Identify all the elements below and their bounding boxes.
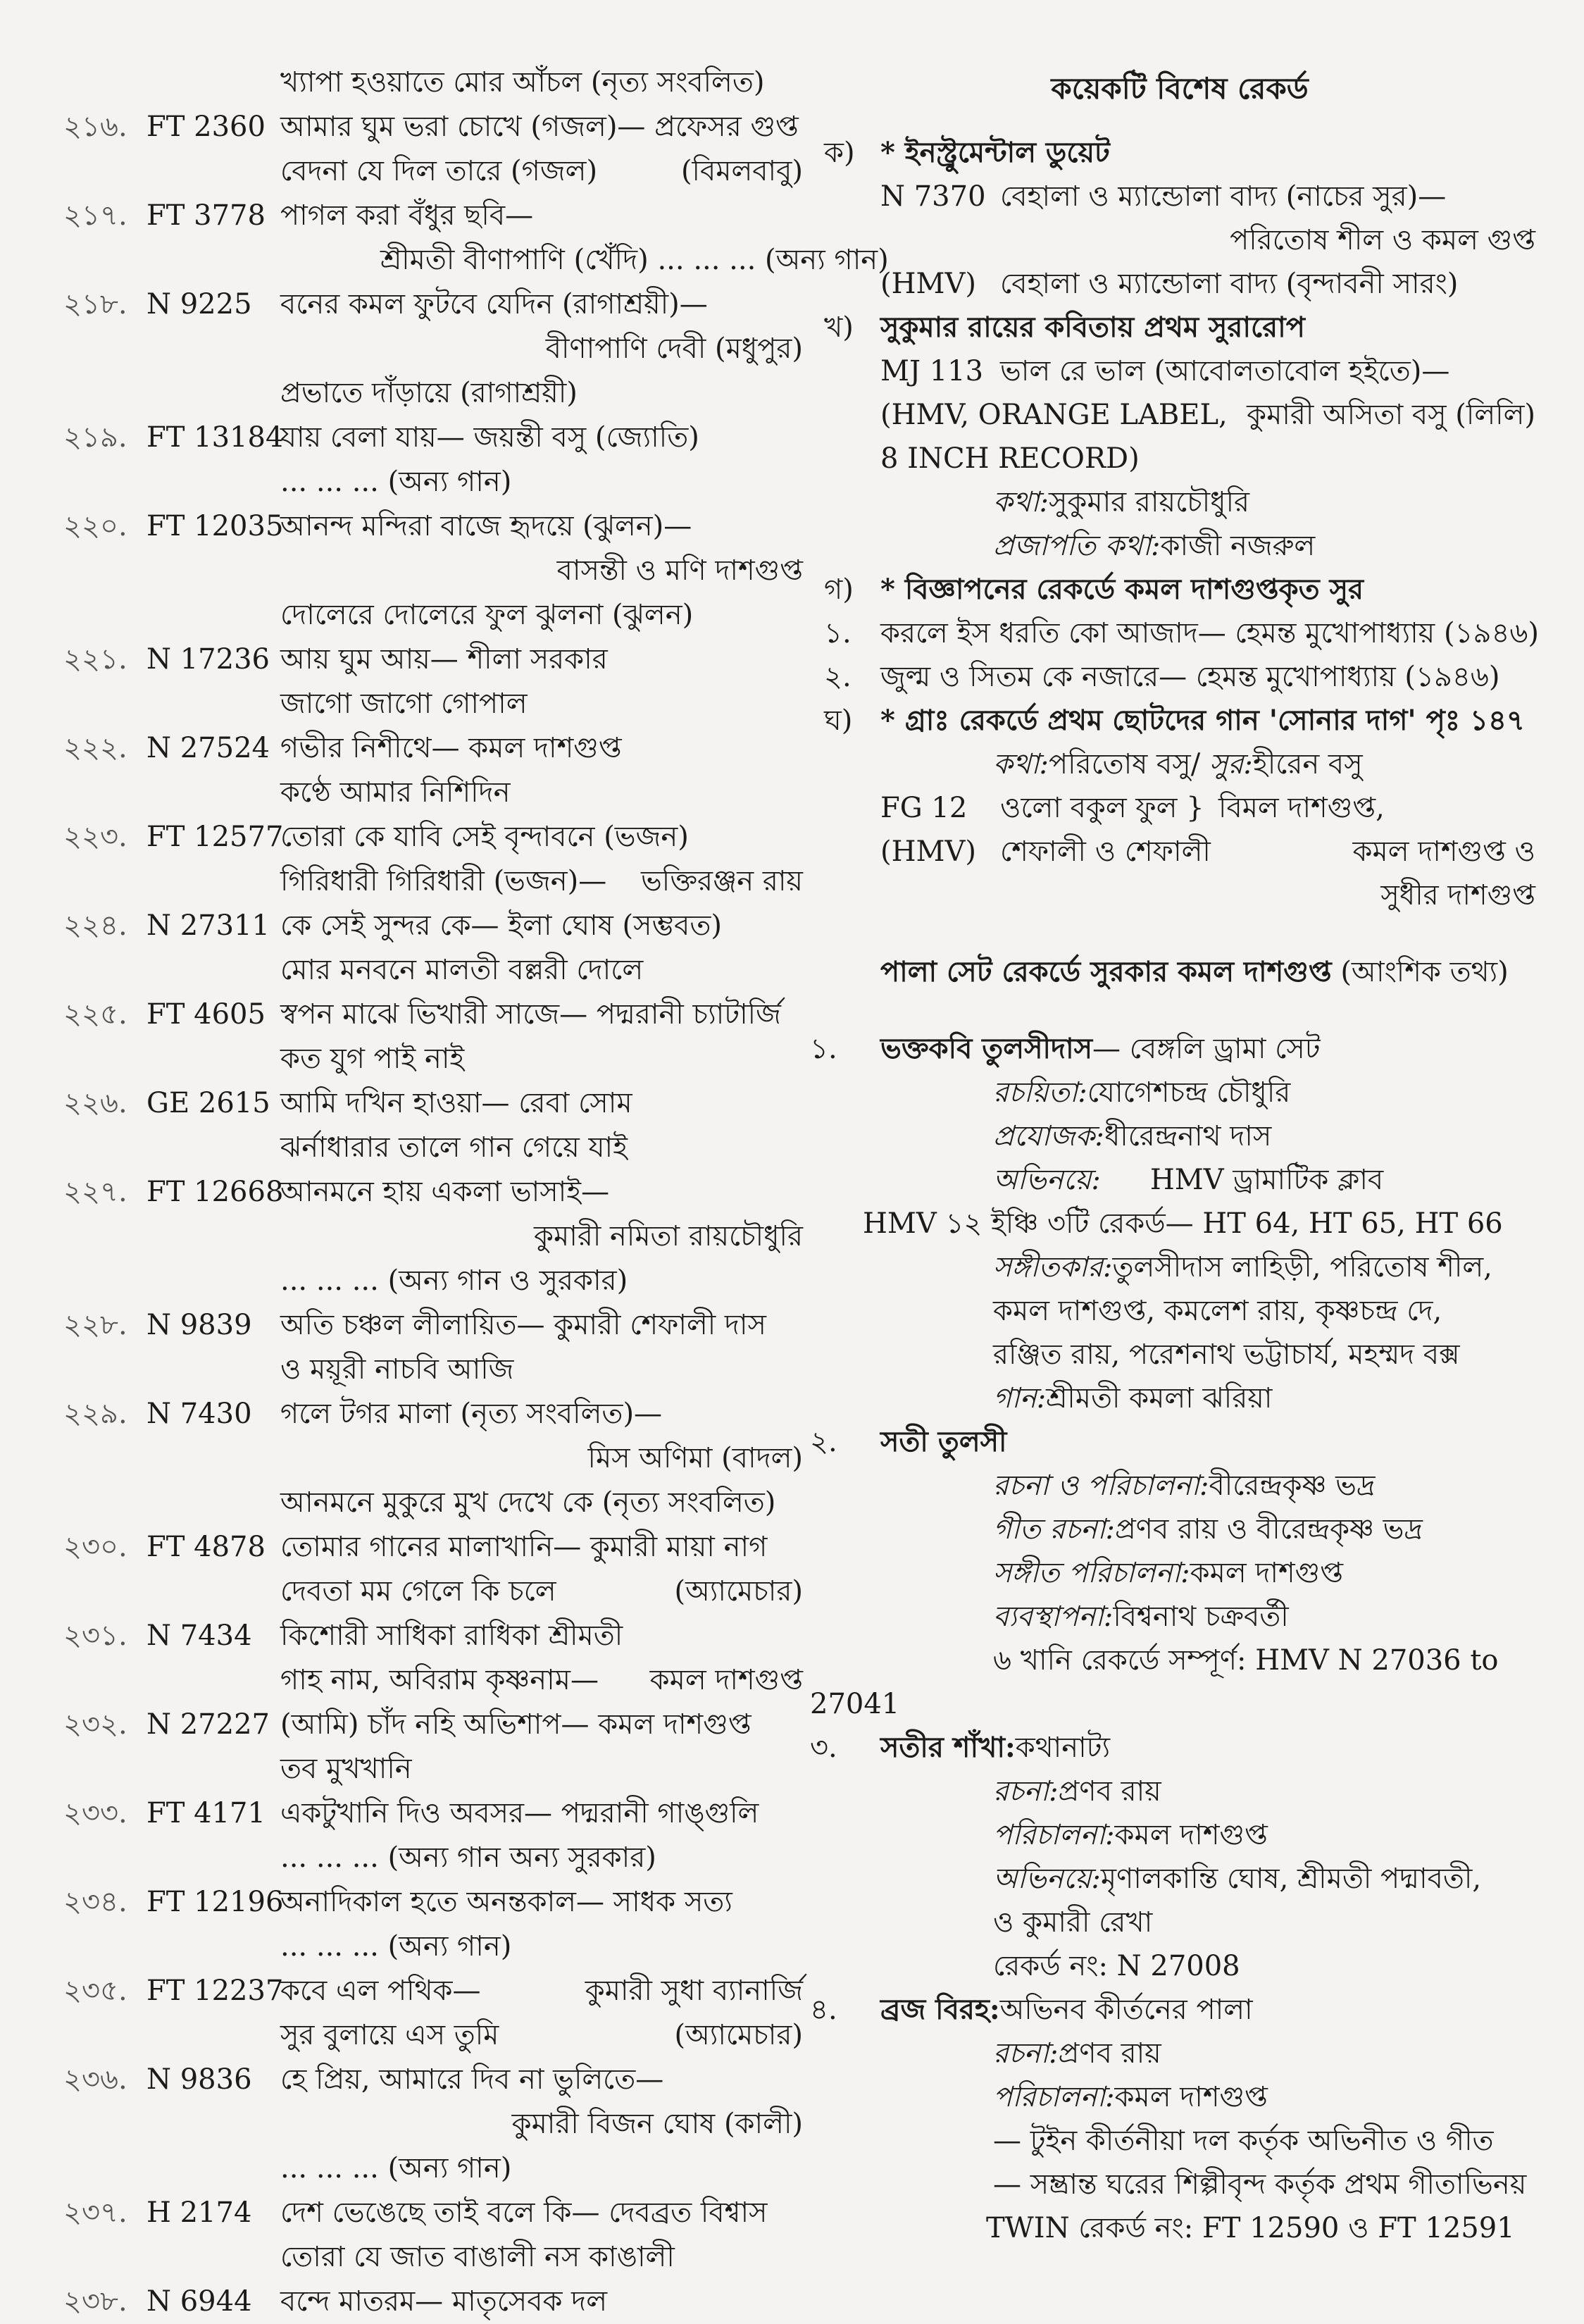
kh-line-4: কথা:সুকুমার রায়চৌধুরি (993, 486, 1250, 518)
song-text: আমার ঘুম ভরা চোখে (গজল)— প্রফেসর গুপ্ত (280, 111, 799, 143)
pala-4-note-2: — সম্ভ্রান্ত ঘরের শিল্পীবৃন্দ কর্তৃক প্রথম গীতাভিনয় (993, 2168, 1527, 2201)
record-code: FT 2360 (146, 111, 266, 143)
record-code: GE 2615 (146, 1087, 270, 1119)
record-entry (63, 194, 803, 238)
pala-3-title: ৩. সতীর শাঁখা:কথানাট্য (810, 1731, 1111, 1764)
entry-number: ২৩৬. (63, 2063, 127, 2096)
song-text: কবে এল পথিক— (280, 1975, 481, 2007)
record-entry (63, 904, 803, 948)
song-text: গলে টগর মালা (নৃত্য সংবলিত)— (280, 1398, 663, 1430)
record-entry-line (63, 1259, 803, 1303)
record-code: N 27311 (146, 909, 270, 942)
song-text: অনাদিকাল হতে অনন্তকাল— সাধক সত্য (280, 1886, 732, 1918)
pala-1-writer: রচয়িতা:যোগেশচন্দ্র চৌধুরি (993, 1076, 1291, 1109)
record-entry (63, 1170, 803, 1214)
pala-2-lyrics: গীত রচনা:প্রণব রায় ও বীরেন্দ্রকৃষ্ণ ভদ্র (993, 1513, 1423, 1546)
record-entry-line (63, 1570, 803, 1614)
entry-number: ২২৫. (63, 998, 127, 1031)
record-code: N 27227 (146, 1708, 270, 1741)
record-code: N 7430 (146, 1398, 252, 1430)
k-artist: পরিতোষ শীল ও কমল গুপ্ত (1230, 224, 1535, 256)
section-g-title: গ) * বিজ্ঞাপনের রেকর্ডে কমল দাশগুপ্তকৃত সুর (824, 573, 1364, 606)
section-kh-title: খ) সুকুমার রায়ের কবিতায় প্রথম সুরারোপ (824, 311, 1305, 344)
section-k-title: ক) * ইনস্ট্রুমেন্টাল ডুয়েট (824, 136, 1110, 169)
pala-3-director: পরিচালনা:কমল দাশগুপ্ত (993, 1819, 1268, 1851)
pala-4-director: পরিচালনা:কমল দাশগুপ্ত (993, 2081, 1268, 2113)
song-text: (আমি) চাঁদ নহি অভিশাপ— কমল দাশগুপ্ত (280, 1708, 752, 1741)
record-code: FT 4878 (146, 1531, 266, 1563)
record-code: N 9225 (146, 288, 252, 321)
record-entry-line (63, 1925, 803, 1969)
record-entry-line (63, 371, 803, 416)
record-entry-line (63, 2102, 803, 2146)
record-entry (63, 61, 803, 105)
song-text: হে প্রিয়, আমারে দিব না ভুলিতে— (280, 2063, 664, 2096)
record-entry-line (63, 1436, 803, 1481)
record-entry (63, 993, 803, 1037)
gh-line-2: FG 12 ওলো বকুল ফুল } বিমল দাশগুপ্ত, (880, 792, 1385, 824)
artist-text: মিস অণিমা (বাদল) (587, 1442, 803, 1474)
gh-line-4: সুধীর দাশগুপ্ত (1380, 879, 1535, 912)
artist-text: কুমারী নমিতা রায়চৌধুরি (534, 1220, 803, 1253)
song-text: সুর বুলায়ে এস তুমি (280, 2019, 499, 2051)
record-entry-line (63, 859, 803, 904)
song-text: মোর মনবনে মালতী বল্লরী দোলে (280, 954, 644, 986)
song-text: দোলেরে দোলেরে ফুল ঝুলনা (ঝুলন) (280, 599, 694, 631)
record-entry-line (63, 1214, 803, 1259)
pala-2-music: সঙ্গীত পরিচালনা:কমল দাশগুপ্ত (993, 1557, 1344, 1589)
section-heading: কয়েকটি বিশেষ রেকর্ড (1051, 71, 1309, 106)
entry-number: ২১৭. (63, 199, 127, 232)
song-text: আনমনে মুকুরে মুখ দেখে কে (নৃত্য সংবলিত) (280, 1486, 776, 1519)
song-text: বেদনা যে দিল তারে (গজল) (280, 155, 598, 187)
song-text: তোরা যে জাত বাঙালী নস কাঙালী (280, 2241, 675, 2273)
song-text: ... ... ... (অন্য গান) (280, 1930, 512, 1963)
song-text: বন্দে মাতরম— মাতৃসেবক দল (280, 2285, 607, 2318)
record-entry (63, 638, 803, 682)
song-text: ... ... ... (অন্য গান) (280, 466, 512, 498)
record-entry (63, 1969, 803, 2013)
pala-2-management: ব্যবস্থাপনা:বিশ্বনাথ চক্রবর্তী (993, 1601, 1289, 1633)
record-entry (63, 282, 803, 327)
kh-line-5: প্রজাপতি কথা:কাজী নজরুল (993, 530, 1316, 562)
song-text: কে সেই সুন্দর কে— ইলা ঘোষ (সম্ভবত) (280, 909, 723, 942)
record-code: FT 12668 (146, 1176, 284, 1208)
record-code: FT 3778 (146, 199, 266, 232)
special-records-column (810, 61, 1540, 2250)
record-entry-line (63, 2146, 803, 2191)
song-text: কণ্ঠে আমার নিশিদিন (280, 776, 511, 809)
record-entry (63, 1392, 803, 1436)
record-entry (63, 504, 803, 549)
record-entry (63, 1880, 803, 1925)
artist-text: কমল দাশগুপ্ত (649, 1664, 803, 1696)
record-entry-line (63, 1348, 803, 1392)
entry-number: ২২৩. (63, 821, 127, 853)
artist-text: (অ্যামেচার) (674, 1575, 803, 1608)
song-text: ঝর্নাধারার তালে গান গেয়ে যাই (280, 1131, 628, 1164)
pala-2-title: ২. সতী তুলসী (810, 1425, 1007, 1458)
song-text: গিরিধারী গিরিধারী (ভজন)— (280, 865, 607, 897)
entry-number: ২২৯. (63, 1398, 127, 1430)
record-entry-line (63, 771, 803, 815)
song-text: ... ... ... (অন্য গান ও সুরকার) (280, 1264, 628, 1297)
record-entry (63, 1791, 803, 1836)
record-entry (63, 815, 803, 859)
pala-4-writer: রচনা:প্রণব রায় (993, 2037, 1161, 2070)
artist-text: কুমারী সুধা ব্যানার্জি (585, 1975, 803, 2007)
artist-text: কুমারী বিজন ঘোষ (কালী) (511, 2108, 803, 2140)
section-gh-title: ঘ) * গ্রাঃ রেকর্ডে প্রথম ছোটদের গান 'সোনার দাগ' পৃঃ ১৪৭ (824, 704, 1525, 737)
entry-number: ২২০. (63, 510, 127, 542)
artist-text: (অ্যামেচার) (674, 2019, 803, 2051)
record-entry (63, 416, 803, 460)
song-text: প্রভাতে দাঁড়ায়ে (রাগাশ্রয়ী) (280, 377, 578, 409)
record-entry-line (63, 149, 803, 194)
pala-1-composers-3: রঞ্জিত রায়, পরেশনাথ ভট্টাচার্য, মহম্মদ বক্স (993, 1338, 1460, 1371)
entry-number: ২৩৪. (63, 1886, 127, 1918)
entry-number: ২৩৫. (63, 1975, 127, 2007)
song-text: ও ময়ূরী নাচবি আজি (280, 1353, 514, 1386)
song-text: কত যুগ পাই নাই (280, 1043, 465, 1075)
record-code: FT 12577 (146, 821, 284, 853)
gh-line-3: (HMV) শেফালী ও শেফালী কমল দাশগুপ্ত ও (880, 835, 1535, 868)
record-entry-line (63, 682, 803, 726)
record-code: N 9836 (146, 2063, 252, 2096)
artist-text: ভক্তিরঞ্জন রায় (640, 865, 803, 897)
record-code: N 9839 (146, 1309, 252, 1341)
song-text: ... ... ... (অন্য গান অন্য সুরকার) (280, 1841, 656, 1874)
entry-number: ২২৮. (63, 1309, 127, 1341)
pala-3-cast: অভিনয়ে:মৃণালকান্তি ঘোষ, শ্রীমতী পদ্মাবতী, (993, 1863, 1482, 1895)
record-entry-line (63, 460, 803, 504)
pala-1-title: ১. ভক্তকবি তুলসীদাস— বেঙ্গলি ড্রামা সেট (810, 1032, 1321, 1065)
record-code: FT 12237 (146, 1975, 284, 2007)
entry-number: ২১৮. (63, 288, 127, 321)
song-text: ... ... ... (অন্য গান) (280, 2152, 512, 2185)
pala-1-records: HMV ১২ ইঞ্চি ৩টি রেকর্ড— HT 64, HT 65, HT 66 (863, 1207, 1503, 1240)
song-text: জাগো জাগো গোপাল (280, 688, 528, 720)
song-text: শ্রীমতী বীণাপাণি (খেঁদি) ... ... ... (অন্য গান) (380, 244, 889, 276)
pala-heading: পালা সেট রেকর্ডে সুরকার কমল দাশগুপ্ত (আংশিক তথ্য) (880, 955, 1509, 988)
entry-number: ২২২. (63, 732, 127, 764)
entry-number: ২১৬. (63, 111, 127, 143)
record-entry (63, 1081, 803, 1126)
record-entry-line (63, 1836, 803, 1880)
record-entry-line (63, 1126, 803, 1170)
g-line-1: ১. করলে ইস ধরতি কো আজাদ— হেমন্ত মুখোপাধ্যায় (১৯৪৬) (824, 617, 1540, 650)
song-text: একটুখানি দিও অবসর— পদ্মরানী গাঙ্গুলি (280, 1797, 759, 1829)
pala-2-records: ৬ খানি রেকর্ডে সম্পূর্ণ: HMV N 27036 to (993, 1644, 1499, 1677)
entry-number: ২৩৮. (63, 2285, 127, 2318)
record-code: FT 4605 (146, 998, 266, 1031)
song-text: আয় ঘুম আয়— শীলা সরকার (280, 643, 608, 676)
record-code: N 17236 (146, 643, 270, 676)
record-entry-line (63, 1658, 803, 1703)
record-entry-line (63, 593, 803, 638)
kh-line-1: MJ 113 ভাল রে ভাল (আবোলতাবোল হইতে)— (880, 355, 1450, 387)
record-code: FT 13184 (146, 421, 284, 454)
pala-3-cast-2: ও কুমারী রেখা (993, 1906, 1153, 1939)
record-code: N 7434 (146, 1620, 252, 1652)
artist-text: (বিমলবাবু) (680, 155, 803, 187)
record-entry (63, 1303, 803, 1348)
pala-4-note-1: — টুইন কীর্তনীয়া দল কর্তৃক অভিনীত ও গীত (993, 2125, 1494, 2157)
k-line-1: N 7370 বেহালা ও ম্যান্ডোলা বাদ্য (নাচের সুর)— (880, 180, 1447, 213)
pala-4-title: ৪. ব্রজ বিরহ:অভিনব কীর্তনের পালা (810, 1993, 1253, 2026)
record-entry-line (63, 238, 889, 282)
artist-text: বীণাপাণি দেবী (মধুপুর) (545, 333, 803, 365)
song-text: বনের কমল ফুটবে যেদিন (রাগাশ্রয়ী)— (280, 288, 708, 321)
song-text: আমি দখিন হাওয়া— রেবা সোম (280, 1087, 632, 1119)
record-entry-line (63, 1037, 803, 1081)
record-code: N 27524 (146, 732, 270, 764)
song-text: তোমার গানের মালাখানি— কুমারী মায়া নাগ (280, 1531, 768, 1563)
artist-text: বাসন্তী ও মণি দাশগুপ্ত (556, 554, 803, 587)
song-text: গাহ নাম, অবিরাম কৃষ্ণনাম— (280, 1664, 599, 1696)
song-text: অতি চঞ্চল লীলায়িত— কুমারী শেফালী দাস (280, 1309, 766, 1341)
song-text: যায় বেলা যায়— জয়ন্তী বসু (জ্যোতি) (280, 421, 699, 454)
record-entry-line (63, 1481, 803, 1525)
record-entry (63, 2191, 803, 2235)
record-entry (63, 726, 803, 771)
record-entry (63, 1525, 803, 1570)
k-line-2: (HMV) বেহালা ও ম্যান্ডোলা বাদ্য (বৃন্দাবনী সারং) (880, 268, 1459, 300)
gh-credits: কথা:পরিতোষ বসু/ সুর:হীরেন বসু (993, 748, 1363, 781)
record-code: N 6944 (146, 2285, 252, 2318)
song-text: দেবতা মম গেলে কি চলে (280, 1575, 556, 1608)
record-code: FT 12035 (146, 510, 284, 542)
song-text: গভীর নিশীথে— কমল দাশগুপ্ত (280, 732, 622, 764)
kh-line-2: (HMV, ORANGE LABEL, কুমারী অসিতা বসু (লিলি) (880, 399, 1535, 431)
entry-number: ২১৯. (63, 421, 127, 454)
record-code: FT 4171 (146, 1797, 266, 1829)
kh-line-3: 8 INCH RECORD) (880, 442, 1140, 475)
pala-1-composers: সঙ্গীতকার:তুলসীদাস লাহিড়ী, পরিতোষ শীল, (993, 1251, 1492, 1284)
entry-number: ২২৪. (63, 909, 127, 942)
record-entry (63, 1703, 803, 1747)
entry-number: ২২৭. (63, 1176, 127, 1208)
record-entry-line (63, 549, 803, 593)
song-text: আনন্দ মন্দিরা বাজে হৃদয়ে (ঝুলন)— (280, 510, 692, 542)
pala-4-records: TWIN রেকর্ড নং: FT 12590 ও FT 12591 (986, 2212, 1515, 2244)
song-text: স্বপন মাঝে ভিখারী সাজে— পদ্মরানী চ্যাটার্জি (280, 998, 781, 1031)
pala-1-producer: প্রযোজক:ধীরেন্দ্রনাথ দাস (993, 1120, 1272, 1152)
entry-number: ২৩৭. (63, 2196, 127, 2229)
record-entry (63, 105, 803, 149)
song-text: পাগল করা বঁধুর ছবি— (280, 199, 534, 232)
record-entry (63, 2058, 803, 2102)
record-entry (63, 1614, 803, 1658)
record-entry-line (63, 948, 803, 993)
pala-1-song: গান:শ্রীমতী কমলা ঝরিয়া (993, 1382, 1273, 1415)
record-code: H 2174 (146, 2196, 252, 2229)
entry-number: ২৩০. (63, 1531, 127, 1563)
pala-1-cast: অভিনয়ে: HMV ড্রামাটিক ক্লাব (993, 1164, 1384, 1196)
song-text: আনমনে হায় একলা ভাসাই— (280, 1176, 610, 1208)
record-entry-line (63, 1747, 803, 1791)
record-code: FT 12196 (146, 1886, 284, 1918)
song-text: তোরা কে যাবি সেই বৃন্দাবনে (ভজন) (280, 821, 689, 853)
g-line-2: ২. জুল্ম ও সিতম কে নজারে— হেমন্ত মুখোপাধ্যায় (১৯৪৬) (824, 661, 1500, 693)
entry-number: ২৩১. (63, 1620, 127, 1652)
pala-3-record: রেকর্ড নং: N 27008 (993, 1950, 1240, 1982)
record-entry (63, 2280, 803, 2324)
entry-number: ২২৬. (63, 1087, 127, 1119)
entry-number: ২৩৩. (63, 1797, 127, 1829)
pala-3-writer: রচনা:প্রণব রায় (993, 1775, 1161, 1808)
song-text: খ্যাপা হওয়াতে মোর আঁচল (নৃত্য সংবলিত) (280, 66, 765, 99)
song-text: তব মুখখানি (280, 1753, 412, 1785)
song-text: কিশোরী সাধিকা রাধিকা শ্রীমতী (280, 1620, 623, 1652)
record-entry-line (63, 2235, 803, 2280)
record-entry-line (63, 327, 803, 371)
pala-2-records-2: 27041 (810, 1688, 900, 1720)
song-text: দেশ ভেঙেছে তাই বলে কি— দেবব্রত বিশ্বাস (280, 2196, 768, 2229)
pala-1-composers-2: কমল দাশগুপ্ত, কমলেশ রায়, কৃষ্ণচন্দ্র দে, (993, 1295, 1442, 1327)
pala-2-direction: রচনা ও পরিচালনা:বীরেন্দ্রকৃষ্ণ ভদ্র (993, 1469, 1376, 1502)
record-entry-line (63, 2013, 803, 2058)
entry-number: ২৩২. (63, 1708, 127, 1741)
entry-number: ২২১. (63, 643, 127, 676)
